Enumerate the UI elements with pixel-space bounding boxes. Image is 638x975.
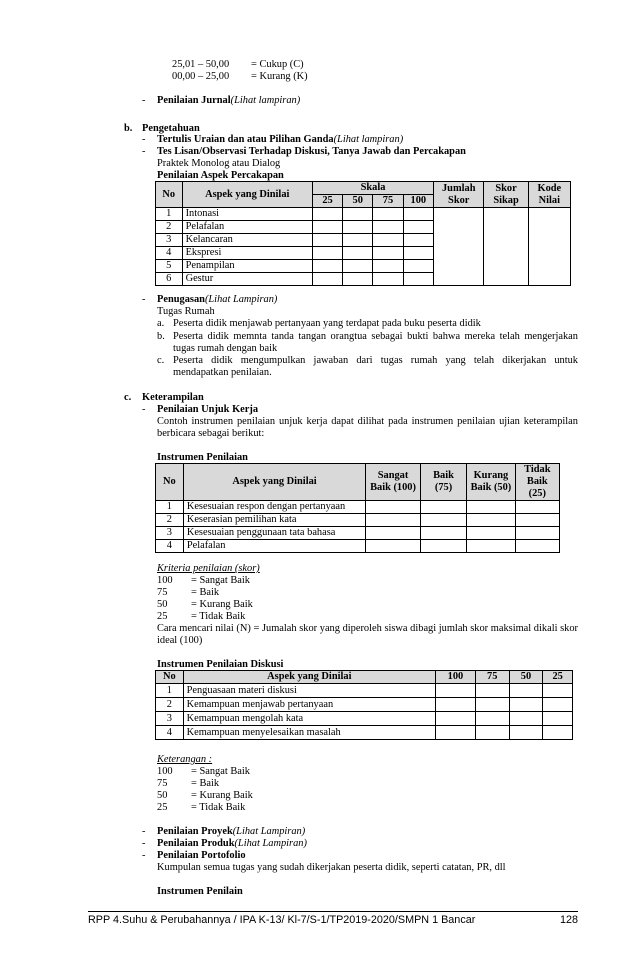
kriteria-label: = Baik <box>191 587 220 598</box>
table-row <box>156 698 573 712</box>
t2-row-aspek: Keserasian pemilihan kata <box>183 514 365 527</box>
kriteria-score: 75 <box>157 587 168 598</box>
t2-cell <box>366 527 421 540</box>
produk-bold: Penilaian Produk <box>157 838 235 849</box>
t1-cell <box>373 273 403 286</box>
t1-row-aspek: Ekspresi <box>182 247 312 260</box>
t1-cell <box>312 234 342 247</box>
t2-cell <box>467 501 515 514</box>
t1-cell <box>373 221 403 234</box>
section-c-title: Keterampilan <box>142 392 204 403</box>
kriteria-score: 25 <box>157 611 168 622</box>
produk-item <box>157 838 307 850</box>
table-row <box>156 684 573 698</box>
t2-cell <box>366 514 421 527</box>
t1-header-no: No <box>156 182 183 208</box>
jurnal-bold: Penilaian Jurnal <box>157 95 231 106</box>
label-cukup: = Cukup (C) <box>251 59 304 70</box>
bullet-dash: - <box>142 95 146 106</box>
penugasan-italic: (Lihat Lampiran) <box>204 294 278 305</box>
t1-row-aspek: Pelafalan <box>182 221 312 234</box>
t2-cell <box>366 540 421 553</box>
t3-header-no: No <box>156 671 184 684</box>
bullet-dash: - <box>142 134 146 145</box>
t2-cell <box>420 527 466 540</box>
t1-cell <box>373 247 403 260</box>
t1-header-kode: Kode Nilai <box>528 182 570 208</box>
t2-cell <box>515 540 559 553</box>
t1-row-no: 5 <box>156 260 183 273</box>
proyek-bold: Penilaian Proyek <box>157 826 233 837</box>
table-row <box>156 712 573 726</box>
t1-row-no: 3 <box>156 234 183 247</box>
t3-cell <box>475 698 509 712</box>
keterangan-score: 50 <box>157 790 168 801</box>
table-aspek-percakapan <box>155 181 571 286</box>
bullet-dash: - <box>142 850 146 861</box>
t1-row-aspek: Penampilan <box>182 260 312 273</box>
t1-cell <box>373 260 403 273</box>
t2-header-no: No <box>156 464 184 501</box>
t3-row-aspek: Kemampuan menyelesaikan masalah <box>183 726 435 740</box>
t1-row-aspek: Intonasi <box>182 208 312 221</box>
t3-row-no: 1 <box>156 684 184 698</box>
t3-cell <box>509 684 543 698</box>
t1-scale-100: 100 <box>403 195 434 208</box>
t3-row-aspek: Kemampuan mengolah kata <box>183 712 435 726</box>
t1-cell <box>343 273 373 286</box>
list-letter: a. <box>157 318 165 329</box>
bullet-dash: - <box>142 294 146 305</box>
t3-cell <box>475 684 509 698</box>
bullet-dash: - <box>142 826 146 837</box>
list-letter: b. <box>157 331 165 342</box>
t2-cell <box>515 514 559 527</box>
t1-cell <box>403 221 434 234</box>
t3-row-aspek: Kemampuan menjawab pertanyaan <box>183 698 435 712</box>
instrumen-penilain-heading: Instrumen Penilain <box>157 886 243 897</box>
tes-lisan-item: Tes Lisan/Observasi Terhadap Diskusi, Tanya Jawab dan Percakapan <box>157 146 466 157</box>
penugasan-bold: Penugasan <box>157 294 205 305</box>
range-cukup: 25,01 – 50,00 <box>172 59 230 70</box>
t1-cell <box>343 260 373 273</box>
tertulis-italic: (Lihat lampiran) <box>333 134 404 145</box>
t2-cell <box>420 501 466 514</box>
praktek-text: Praktek Monolog atau Dialog <box>157 158 281 169</box>
page-footer <box>88 911 578 927</box>
aspek-percakapan-heading: Penilaian Aspek Percakapan <box>157 170 284 181</box>
t2-row-aspek: Kesesuaian penggunaan tata bahasa <box>183 527 365 540</box>
t1-row-no: 1 <box>156 208 183 221</box>
t2-header-kurang: Kurang Baik (50) <box>467 464 515 501</box>
t2-header-aspek: Aspek yang Dinilai <box>183 464 365 501</box>
label-kurang: = Kurang (K) <box>251 71 308 82</box>
t1-cell <box>403 234 434 247</box>
t1-scale-25: 25 <box>312 195 342 208</box>
t1-cell <box>312 273 342 286</box>
tugas-a-text: Peserta didik menjawab pertanyaan yang terdapat pada buku peserta didik <box>173 318 481 329</box>
t1-row-no: 2 <box>156 221 183 234</box>
t3-cell <box>436 684 476 698</box>
kriteria-score: 100 <box>157 575 173 586</box>
t1-row-no: 4 <box>156 247 183 260</box>
t1-kode-cell <box>528 208 570 286</box>
t3-row-no: 2 <box>156 698 184 712</box>
t3-cell <box>509 712 543 726</box>
t2-row-aspek: Kesesuaian respon dengan pertanyaan <box>183 501 365 514</box>
t1-row-aspek: Kelancaran <box>182 234 312 247</box>
bullet-dash: - <box>142 146 146 157</box>
tertulis-item <box>157 134 403 146</box>
t1-row-no: 6 <box>156 273 183 286</box>
kriteria-label: = Kurang Baik <box>191 599 253 610</box>
t3-scale-100: 100 <box>436 671 476 684</box>
section-c-letter: c. <box>124 392 132 403</box>
page-number: 128 <box>559 914 578 926</box>
kriteria-label: = Tidak Baik <box>191 611 246 622</box>
t3-cell <box>436 726 476 740</box>
t3-cell <box>475 726 509 740</box>
t1-cell <box>403 273 434 286</box>
t2-row-no: 3 <box>156 527 184 540</box>
keterangan-label: = Tidak Baik <box>191 802 246 813</box>
t3-scale-25: 25 <box>543 671 573 684</box>
t2-row-no: 1 <box>156 501 184 514</box>
t3-row-aspek: Penguasaan materi diskusi <box>183 684 435 698</box>
t1-cell <box>312 260 342 273</box>
t1-cell <box>343 221 373 234</box>
t1-cell <box>403 208 434 221</box>
table-unjuk-kerja <box>155 463 560 553</box>
t1-scale-50: 50 <box>343 195 373 208</box>
t1-header-aspek: Aspek yang Dinilai <box>182 182 312 208</box>
tugas-c-text: Peserta didik mengumpulkan jawaban dari tugas rumah yang telah dikerjakan untuk mendapatkan penilaian. <box>173 355 578 378</box>
keterangan-label: = Kurang Baik <box>191 790 253 801</box>
table-diskusi <box>155 670 573 740</box>
kumpulan-text: Kumpulan semua tugas yang sudah dikerjakan peserta didik, seperti catatan, PR, dll <box>157 862 506 873</box>
t1-header-skala: Skala <box>312 182 433 195</box>
instrumen-diskusi-heading: Instrumen Penilaian Diskusi <box>157 659 284 670</box>
t3-scale-75: 75 <box>475 671 509 684</box>
t1-skor-cell <box>484 208 528 286</box>
tugas-rumah-text: Tugas Rumah <box>157 306 215 317</box>
keterangan-heading: Keterangan : <box>157 754 213 765</box>
table-row <box>156 208 571 221</box>
t3-row-no: 4 <box>156 726 184 740</box>
t3-cell <box>509 698 543 712</box>
tugas-b-text: Peserta didik memnta tanda tangan orangtua sebagai bukti bahwa mereka telah mengerjakan tugas rumah dengan baik <box>173 331 578 354</box>
table-row <box>156 726 573 740</box>
kriteria-score: 50 <box>157 599 168 610</box>
proyek-item <box>157 826 305 838</box>
keterangan-label: = Sangat Baik <box>191 766 250 777</box>
t2-cell <box>420 514 466 527</box>
bullet-dash: - <box>142 838 146 849</box>
kriteria-label: = Sangat Baik <box>191 575 250 586</box>
t1-cell <box>312 208 342 221</box>
t3-header-aspek: Aspek yang Dinilai <box>183 671 435 684</box>
t2-row-no: 2 <box>156 514 184 527</box>
t2-cell <box>467 527 515 540</box>
t1-jumlah-cell <box>434 208 484 286</box>
table-row <box>156 501 560 514</box>
section-b-title: Pengetahuan <box>142 123 200 134</box>
t1-header-skor: Skor Sikap <box>484 182 528 208</box>
t1-cell <box>373 208 403 221</box>
t3-cell <box>509 726 543 740</box>
t2-header-sangat: Sangat Baik (100) <box>366 464 421 501</box>
keterangan-score: 100 <box>157 766 173 777</box>
tertulis-bold: Tertulis Uraian dan atau Pilihan Ganda <box>157 134 334 145</box>
t1-cell <box>343 208 373 221</box>
list-letter: c. <box>157 355 165 366</box>
range-kurang: 00,00 – 25,00 <box>172 71 230 82</box>
t1-scale-75: 75 <box>373 195 403 208</box>
contoh-paragraph: Contoh instrumen penilaian unjuk kerja dapat dilihat pada instrumen penilaian ujian keterampilan berbicara sebagai berikut: <box>157 416 578 439</box>
instrumen-penilaian-heading: Instrumen Penilaian <box>157 452 248 463</box>
t2-header-tidak: Tidak Baik (25) <box>515 464 559 501</box>
t2-cell <box>420 540 466 553</box>
t3-scale-50: 50 <box>509 671 543 684</box>
cara-paragraph: Cara mencari nilai (N) = Jumalah skor yang diperoleh siswa dibagi jumlah skor maksimal dikali skor ideal (100) <box>157 623 578 646</box>
portofolio-heading: Penilaian Portofolio <box>157 850 246 861</box>
t1-row-aspek: Gestur <box>182 273 312 286</box>
table-row <box>156 527 560 540</box>
t1-cell <box>373 234 403 247</box>
jurnal-italic: (Lihat lampiran) <box>230 95 301 106</box>
t1-cell <box>343 234 373 247</box>
t3-cell <box>543 712 573 726</box>
t3-cell <box>436 712 476 726</box>
kriteria-heading: Kriteria penilaian (skor) <box>157 563 260 574</box>
t2-cell <box>366 501 421 514</box>
section-b-letter: b. <box>124 123 133 134</box>
t2-cell <box>515 527 559 540</box>
t2-row-aspek: Pelafalan <box>183 540 365 553</box>
table-row <box>156 540 560 553</box>
keterangan-score: 25 <box>157 802 168 813</box>
t1-header-jumlah: Jumlah Skor <box>434 182 484 208</box>
t2-cell <box>467 540 515 553</box>
t2-cell <box>467 514 515 527</box>
t1-cell <box>403 247 434 260</box>
t2-header-baik: Baik (75) <box>420 464 466 501</box>
t1-cell <box>312 247 342 260</box>
unjuk-kerja-heading: Penilaian Unjuk Kerja <box>157 404 259 415</box>
keterangan-score: 75 <box>157 778 168 789</box>
table-row <box>156 514 560 527</box>
keterangan-label: = Baik <box>191 778 220 789</box>
t3-cell <box>543 726 573 740</box>
t3-cell <box>543 698 573 712</box>
t3-cell <box>543 684 573 698</box>
proyek-italic: (Lihat Lampiran) <box>232 826 306 837</box>
t1-cell <box>343 247 373 260</box>
bullet-dash: - <box>142 404 146 415</box>
footer-text: RPP 4.Suhu & Perubahannya / IPA K-13/ Kl-7/S-1/TP2019-2020/SMPN 1 Bancar <box>88 914 476 926</box>
penugasan-item <box>157 294 277 306</box>
t3-cell <box>436 698 476 712</box>
t2-cell <box>515 501 559 514</box>
t3-row-no: 3 <box>156 712 184 726</box>
t1-cell <box>403 260 434 273</box>
produk-italic: (Lihat Lampiran) <box>234 838 307 849</box>
t3-cell <box>475 712 509 726</box>
t2-row-no: 4 <box>156 540 184 553</box>
jurnal-item <box>157 95 300 107</box>
t1-cell <box>312 221 342 234</box>
